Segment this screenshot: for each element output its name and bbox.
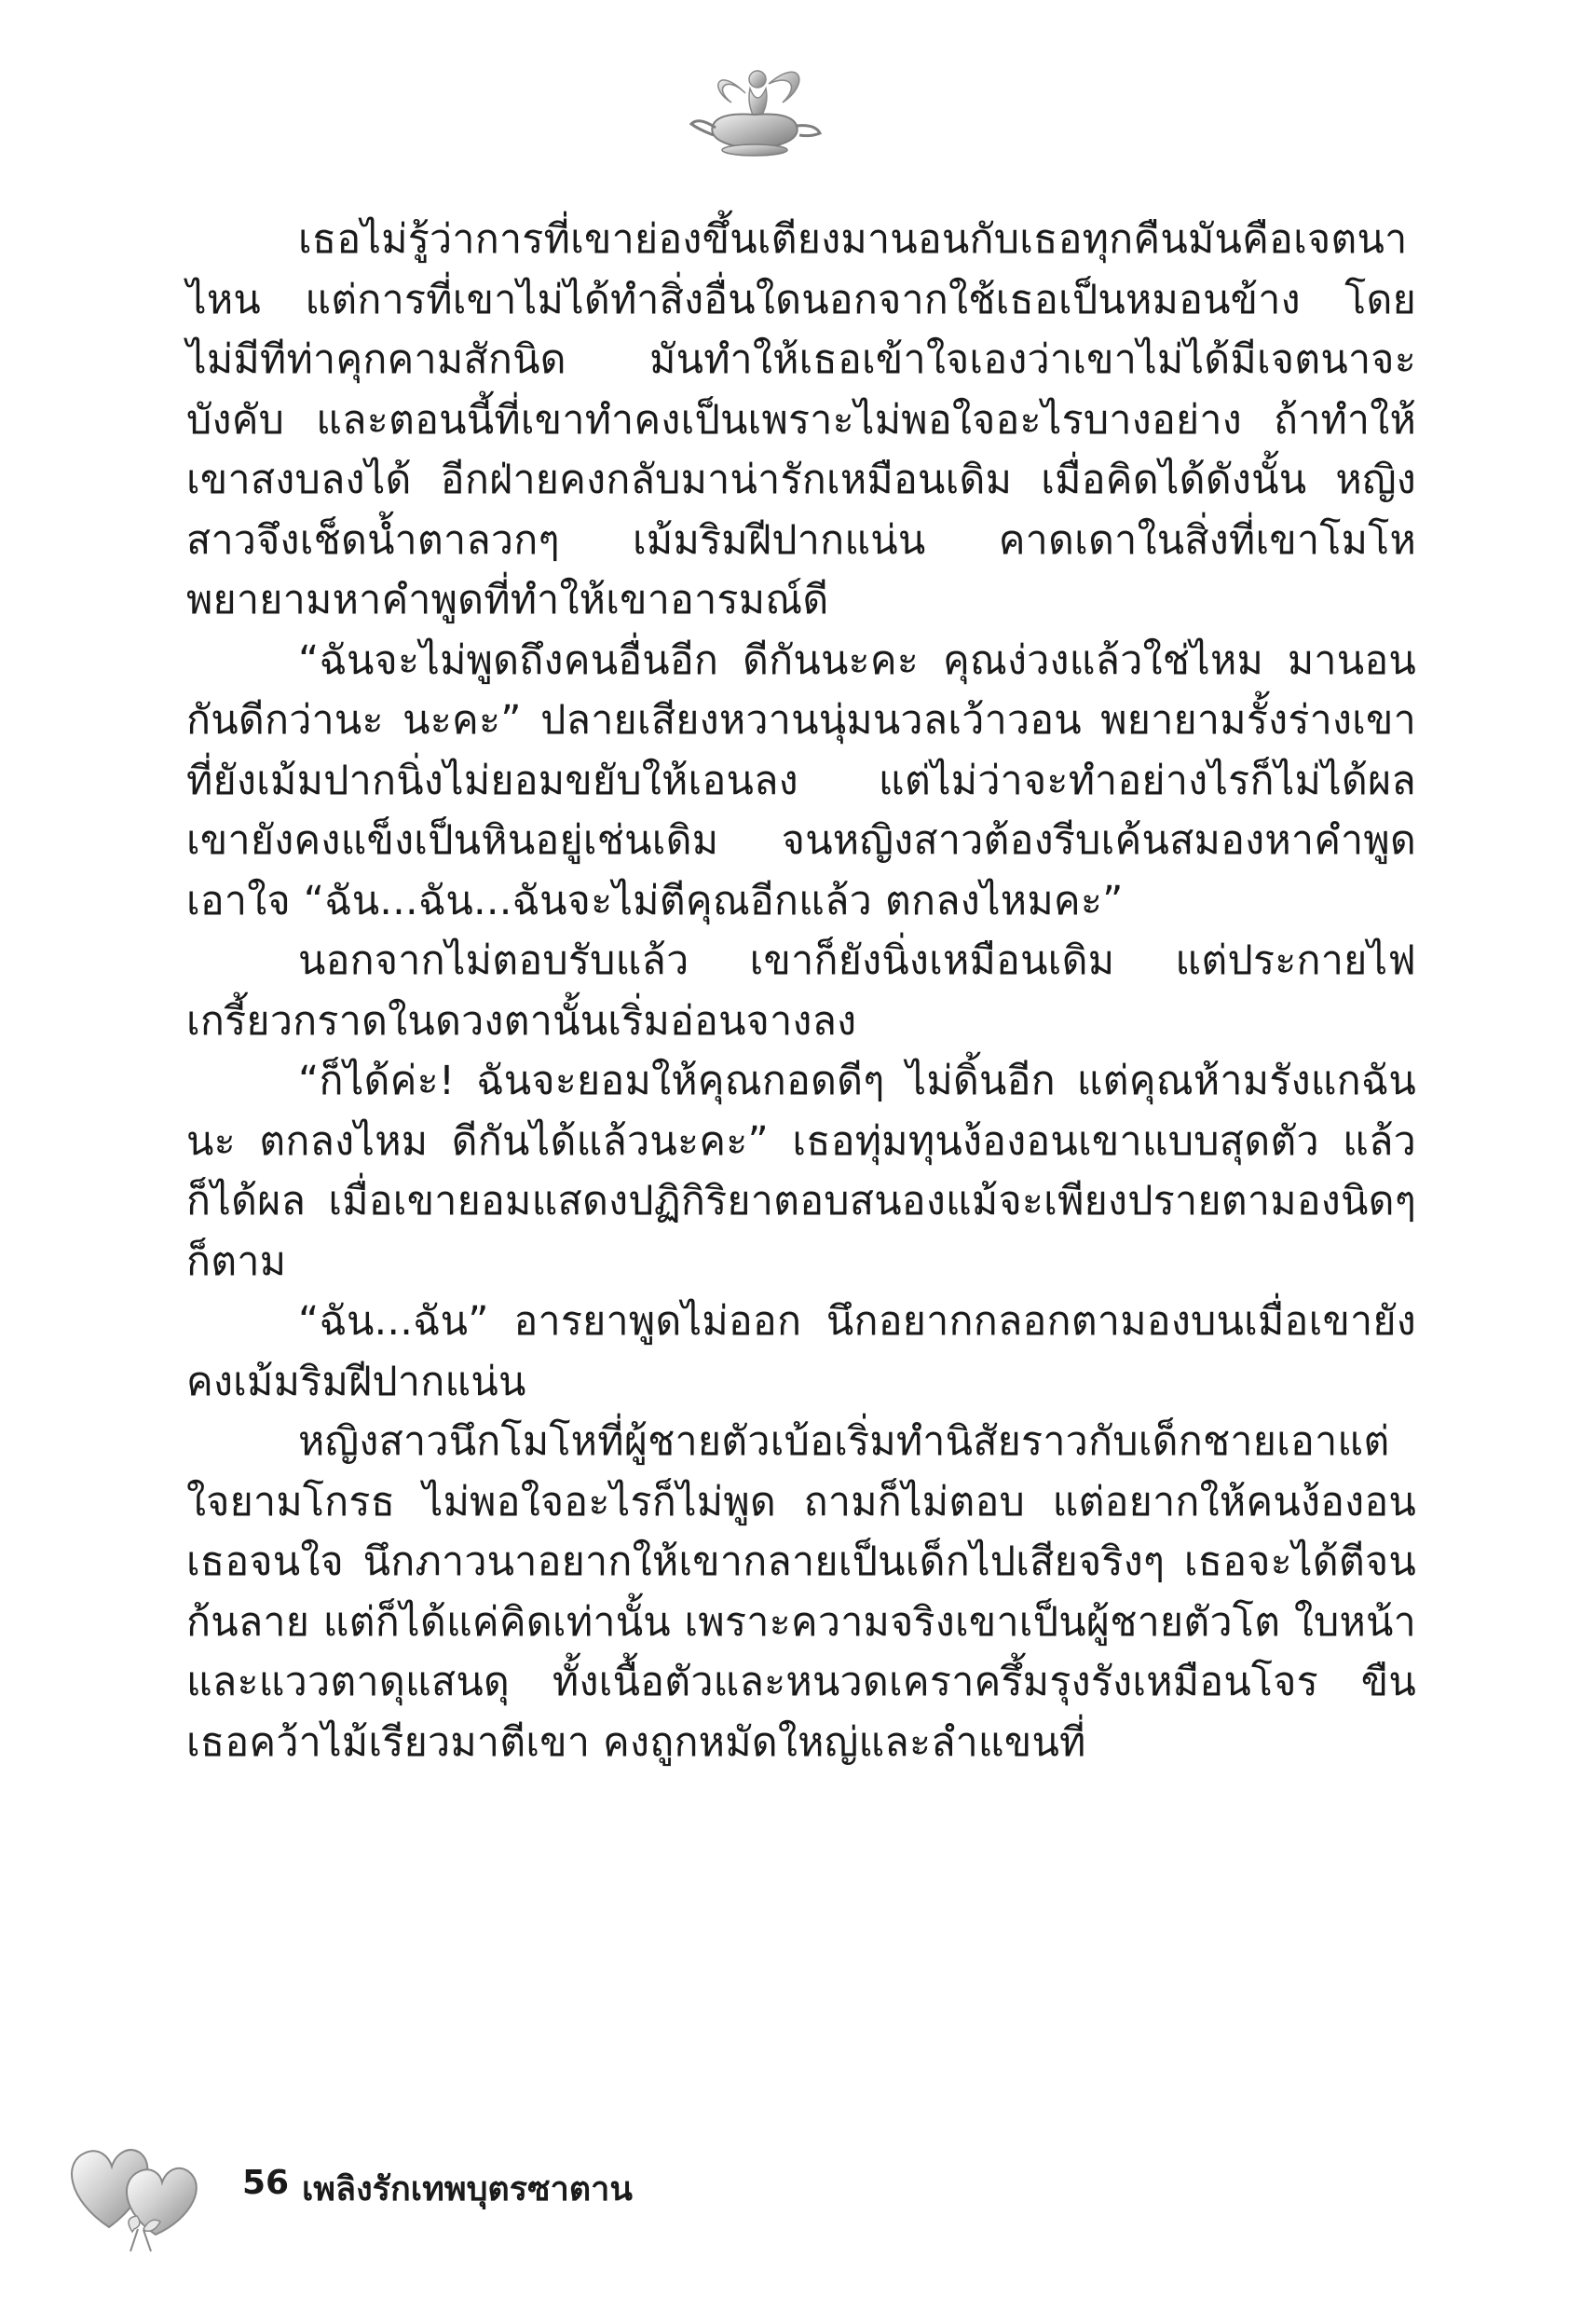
paragraph: “ฉันจะไม่พูดถึงคนอื่นอีก ดีกันนะคะ คุณง่วงแล้วใช่ไหม มานอนกันดีกว่านะ นะคะ” ปลายเสียงหวานนุ่มนวลเว้าวอน พยายามรั้งร่างเขาที่ยังเม้มปากนิ่งไม่ยอมขยับให้เอนลง แต่ไม่ว่าจะทำอย่างไรก็ไม่ได้ผล เขายังคงแข็งเป็นหินอยู่เช่นเดิม จนหญิงสาวต้องรีบเค้นสมองหาคำพูดเอาใจ “ฉัน...ฉัน...ฉันจะไม่ตีคุณอีกแล้ว ตกลงไหมคะ” xyxy=(186,636,1416,924)
paragraph: “ฉัน...ฉัน” อารยาพูดไม่ออก นึกอยากกลอกตามองบนเมื่อเขายังคงเม้มริมฝีปากแน่น xyxy=(186,1298,1416,1405)
book-title: เพลิงรักเทพบุตรซาตาน xyxy=(302,2170,633,2208)
paragraph: เธอไม่รู้ว่าการที่เขาย่องขึ้นเตียงมานอนกับเธอทุกคืนมันคือเจตนาไหน แต่การที่เขาไม่ได้ทำสิ่งอื่นใดนอกจากใช้เธอเป็นหมอนข้าง โดยไม่มีทีท่าคุกคามสักนิด มันทำให้เธอเข้าใจเองว่าเขาไม่ได้มีเจตนาจะบังคับ และตอนนี้ที่เขาทำคงเป็นเพราะไม่พอใจอะไรบางอย่าง ถ้าทำให้เขาสงบลงได้ อีกฝ่ายคงกลับมาน่ารักเหมือนเดิม เมื่อคิดได้ดังนั้น หญิงสาวจึงเช็ดน้ำตาลวกๆ เม้มริมฝีปากแน่น คาดเดาในสิ่งที่เขาโมโห พยายามหาคำพูดที่ทำให้เขาอารมณ์ดี xyxy=(186,216,1416,623)
angel-teapot-ornament-icon xyxy=(680,51,829,163)
page-number: 56 xyxy=(242,2164,290,2202)
paragraph: “ก็ได้ค่ะ! ฉันจะยอมให้คุณกอดดีๆ ไม่ดิ้นอีก แต่คุณห้ามรังแกฉันนะ ตกลงไหม ดีกันได้แล้วนะคะ” เธอทุ่มทุนง้องอนเขาแบบสุดตัว แล้วก็ได้ผล เมื่อเขายอมแสดงปฏิกิริยาตอบสนองแม้จะเพียงปรายตามองนิดๆ ก็ตาม xyxy=(186,1058,1416,1285)
page-footer xyxy=(58,2125,803,2255)
paragraph: หญิงสาวนึกโมโหที่ผู้ชายตัวเบ้อเริ่มทำนิสัยราวกับเด็กชายเอาแต่ใจยามโกรธ ไม่พอใจอะไรก็ไม่พูด ถามก็ไม่ตอบ แต่อยากให้คนง้องอน เธอจนใจ นึกภาวนาอยากให้เขากลายเป็นเด็กไปเสียจริงๆ เธอจะได้ตีจนก้นลาย แต่ก็ได้แค่คิดเท่านั้น เพราะความจริงเขาเป็นผู้ชายตัวโต ใบหน้าและแววตาดุแสนดุ ทั้งเนื้อตัวและหนวดเคราครึ้มรุงรังเหมือนโจร ขืนเธอคว้าไม้เรียวมาตีเขา คงถูกหมัดใหญ่และลำแขนที่ xyxy=(186,1418,1416,1766)
body-text xyxy=(186,210,1416,1772)
paragraph: นอกจากไม่ตอบรับแล้ว เขาก็ยังนิ่งเหมือนเดิม แต่ประกายไฟเกรี้ยวกราดในดวงตานั้นเริ่มอ่อนจางลง xyxy=(186,937,1416,1045)
two-hearts-ribbon-icon xyxy=(58,2125,225,2255)
